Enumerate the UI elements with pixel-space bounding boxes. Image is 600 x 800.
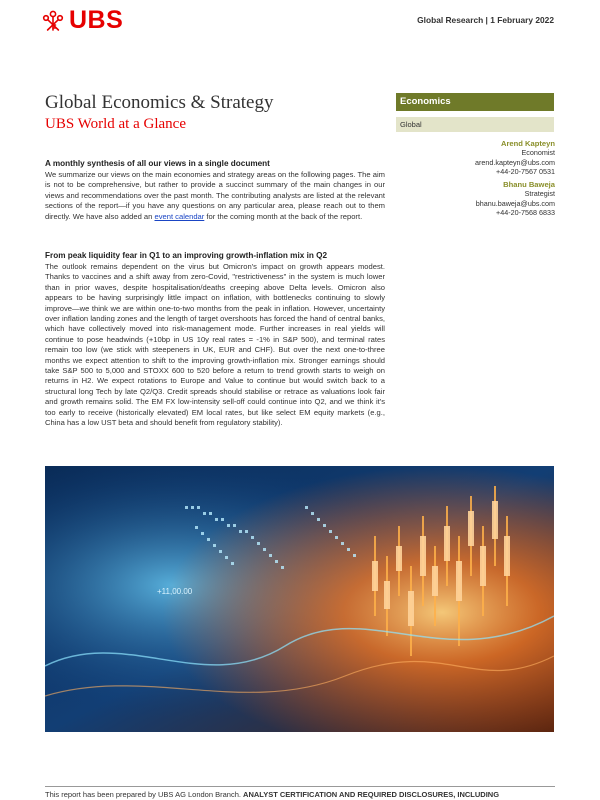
body-text: for the coming month at the back of the report.: [204, 211, 363, 221]
category-badge: Economics: [396, 93, 554, 111]
author-name: Bhanu Baweja: [503, 180, 555, 190]
author-role: Strategist: [524, 189, 555, 199]
body-text: We summarize our views on the main economies and strategy areas on the following pages. The aim is not to be comprehensive, but rather to provide a succinct summary of the main changes in our views and recommendations over the past month. The contributing analysts are listed at the relevant sections of the report—if you have any questions on any particular area, please reach out to them directly. We have also added an: [45, 170, 385, 221]
region-badge: Global: [396, 117, 554, 132]
author-email[interactable]: arend.kapteyn@ubs.com: [474, 157, 555, 167]
footer-bold-text: ANALYST CERTIFICATION AND REQUIRED DISCLOSURES, INCLUDING: [243, 790, 500, 799]
ubs-logo: [42, 6, 123, 35]
outlook-section: [45, 251, 385, 429]
footer-divider: [45, 786, 555, 787]
event-calendar-link[interactable]: event calendar: [154, 211, 205, 221]
author-card: [475, 180, 555, 217]
author-card: [475, 139, 555, 176]
section-heading: From peak liquidity fear in Q1 to an improving growth-inflation mix in Q2: [45, 251, 328, 260]
section-heading: A monthly synthesis of all our views in a single document: [45, 159, 270, 168]
footer-disclaimer: [45, 790, 499, 799]
keys-icon: [42, 10, 64, 32]
report-subtitle: UBS World at a Glance: [45, 116, 186, 132]
footer-text: This report has been prepared by UBS AG London Branch.: [45, 790, 241, 799]
author-email[interactable]: bhanu.baweja@ubs.com: [475, 198, 555, 208]
brand-name: UBS: [69, 6, 124, 34]
hero-image: [45, 466, 554, 732]
author-phone: +44-20-7568 6833: [496, 208, 555, 218]
author-role: Economist: [521, 148, 555, 158]
hero-overlay-text: +11,00.00: [157, 587, 193, 596]
section-body: The outlook remains dependent on the virus but Omicron's impact on growth appears modest. Thanks to vaccines and a shift away from zero-Covid, "restrictiveness" in the system is much lower than in prior waves, despite hospitalisation/deaths creeping above Delta levels. Omicron also appears to be having surprisingly little impact on inflation, with bottlenecks continuing to slowly improve—we think we are within one-to-two months from the peak in inflation. However, uncertainty over inflation landing zones and the length of target overshoots has forced the hand of central banks, which have collectively moved into risk-management mode. Further increases in real yields will continue to pose headwinds (+10bp in US 10y real rates = -1% in S&P 500), and terminal rates remain too low (we stick with steepeners in UK, EUR and CHF). But over the next one-to-three months we expect attention to shift to the improving growth-inflation mix. Stronger earnings should take S&P 500 to 5,000 and STOXX 600 to 520 before a return to trend growth starts to weigh on returns in H2. We expect rotations to Europe and Value to continue but would switch back to a structural long Tech by late Q2/Q3. Credit spreads should stabilise or retrace as valuations look fair and growth remains solid. The EM FX low-intensity sell-off could continue into Q2, and we think it's too early to receive (historically elevated) EM local rates, but like select EM equity markets (e.g., China has a low UST beta and should benefit from regulatory stability).: [45, 262, 385, 428]
author-name: Arend Kapteyn: [500, 139, 555, 148]
report-meta: Global Research | 1 February 2022: [417, 15, 554, 25]
report-title: Global Economics & Strategy: [45, 92, 274, 113]
section-body: [45, 170, 385, 222]
author-list: [475, 139, 555, 217]
summary-section: [45, 159, 385, 222]
author-phone: +44-20-7567 0531: [496, 166, 555, 176]
